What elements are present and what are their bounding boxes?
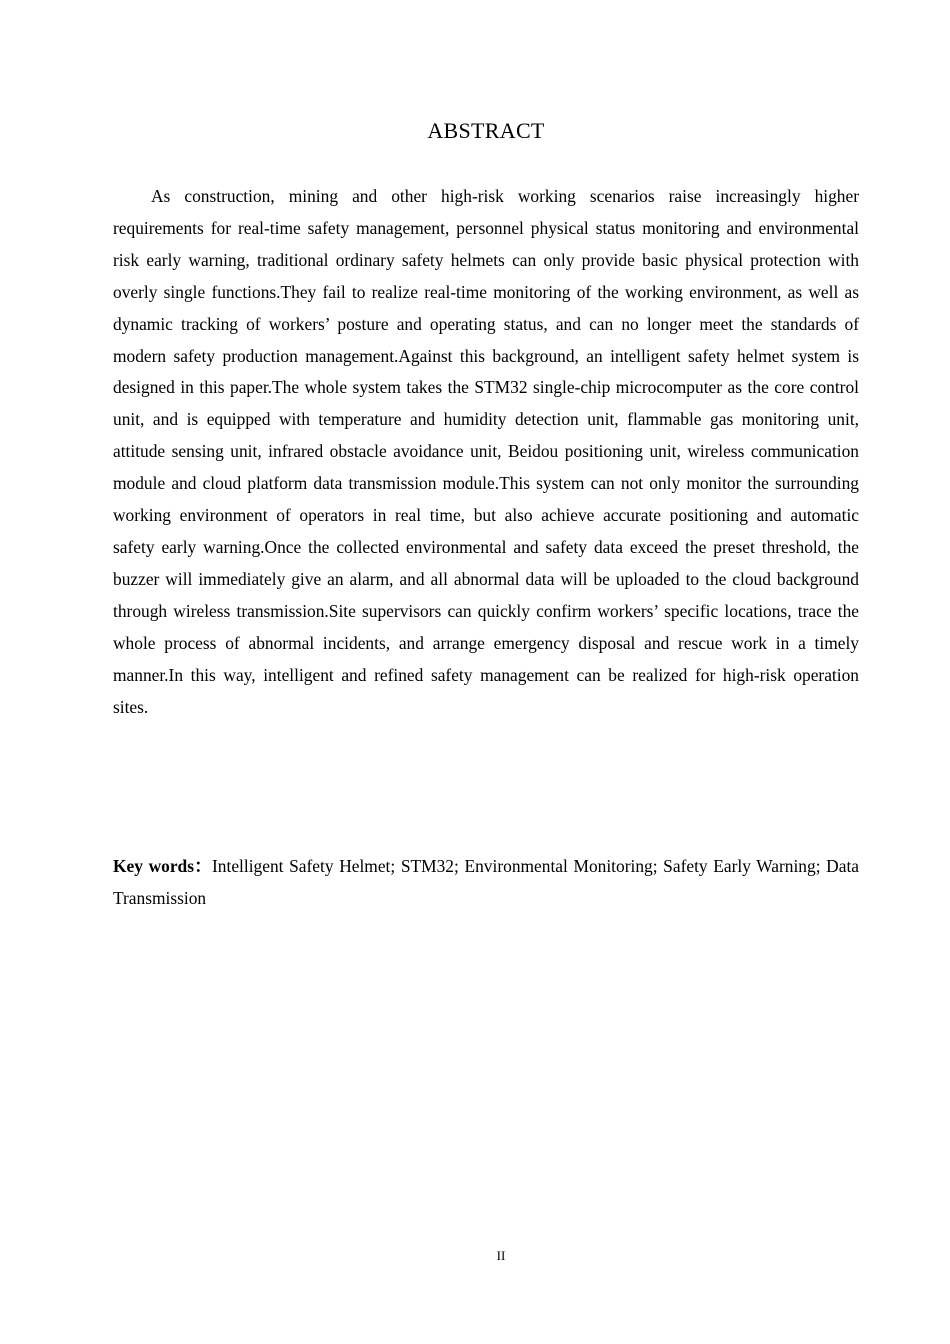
abstract-paragraph: As construction, mining and other high-risk working scenarios raise increasingly higher requirements for real-time safety management, personnel physical status monitoring and environmental risk early warning, traditional ordinary safety helmets can only provide basic physical protection with overly single functions.They fail to realize real-time monitoring of the working environment, as well as dynamic tracking of workers’ posture and operating status, and can no longer meet the standards of modern safety production management.Against this background, an intelligent safety helmet system is designed in this paper.The whole system takes the STM32 single-chip microcomputer as the core control unit, and is equipped with temperature and humidity detection unit, flammable gas monitoring unit, attitude sensing unit, infrared obstacle avoidance unit, Beidou positioning unit, wireless communication module and cloud platform data transmission module.This system can not only monitor the surrounding working environment of operators in real time, but also achieve accurate positioning and automatic safety early warning.Once the collected environmental and safety data exceed the preset threshold, the buzzer will immediately give an alarm, and all abnormal data will be uploaded to the cloud background through wireless transmission.Site supervisors can quickly confirm workers’ specific locations, trace the whole process of abnormal incidents, and arrange emergency disposal and rescue work in a timely manner.In this way, intelligent and refined safety management can be realized for high-risk operation sites. xyxy=(113,186,859,717)
keywords-label: Key words： xyxy=(113,856,212,876)
keywords-line xyxy=(113,851,859,915)
page-number: II xyxy=(496,1248,506,1263)
keywords-text: Intelligent Safety Helmet; STM32; Environmental Monitoring; Safety Early Warning; Data Transmission xyxy=(113,856,860,908)
abstract-title: ABSTRACT xyxy=(427,118,545,143)
